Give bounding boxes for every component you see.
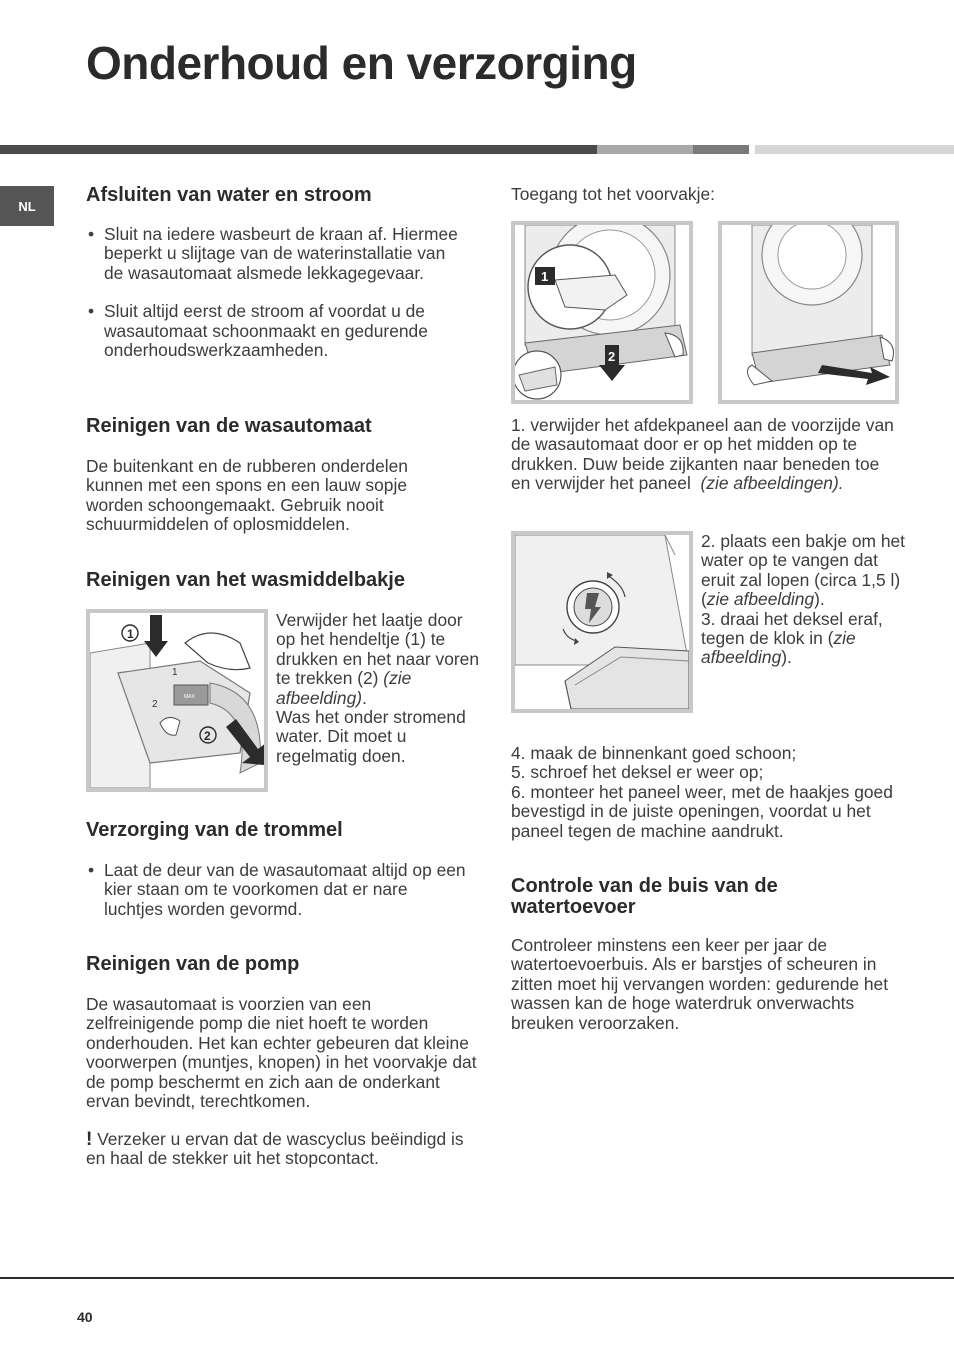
warning-text: Verzeker u ervan dat de wascyclus beëindigd is en haal de stekker uit het stopcontact. [86, 1129, 464, 1169]
clean-drawer-heading: Reinigen van het wasmiddelbakje [86, 569, 405, 591]
step-2-figure-reference: zie afbeelding [706, 589, 815, 610]
clean-pump-text: De wasautomaat is voorzien van een zelfreinigende pomp die niet hoeft te worden onderhouden. Het kan echter gebeuren dat kleine voorwerpen (muntjes, knopen) in het voorvakje dat de pomp beschermt en zich aan de onderkant ervan bevindt, terechtkomen. [86, 994, 477, 1112]
detergent-drawer-figure [86, 609, 268, 792]
clean-pump-heading: Reinigen van de pomp [86, 953, 300, 975]
front-compartment-access-label: Toegang tot het voorvakje: [511, 184, 715, 204]
clean-drawer-text [276, 611, 481, 766]
water-power-list [86, 225, 466, 360]
panel-step-2-number: 2 [608, 349, 616, 364]
compartment-1-label: 1 [172, 667, 178, 678]
remove-panel-illustration [515, 225, 689, 400]
water-power-heading: Afsluiten van water en stroom [86, 184, 372, 206]
pump-warning [86, 1130, 478, 1169]
page-title: Onderhoud en verzorging [86, 37, 637, 89]
list-item: • Sluit altijd eerst de stroom af voordat u de wasautomaat schoonmaakt en gedurende onderhoudswerkzaamheden. [86, 302, 466, 360]
panel-step-1-number: 1 [541, 269, 549, 284]
clean-machine-text: De buitenkant en de rubberen onderdelen kunnen met een spons en een lauw sopje worden schoongemaakt. Gebruik nooit schuurmiddelen of oplosmiddelen. [86, 456, 408, 535]
step-3-text-end: ). [781, 647, 792, 668]
language-tab: NL [0, 186, 54, 226]
remove-panel-instruction: 1. verwijder het afdekpaneel aan de voorzijde van de wasautomaat door er op het midden op te drukken. Duw beide zijkanten naar beneden toe en verwijder het paneel [511, 415, 894, 494]
list-item: • Sluit na iedere wasbeurt de kraan af. Hiermee beperkt u slijtage van de waterinstallatie van de wasautomaat alsmede lekkagegevaar. [86, 225, 466, 283]
step-1-text [511, 416, 903, 494]
step-2-3-text [701, 532, 906, 668]
footer-rule [0, 1277, 954, 1279]
step-4-text: 4. maak de binnenkant goed schoon; [511, 743, 797, 763]
list-item: • Laat de deur van de wasautomaat altijd op een kier staan om te voorkomen dat er nare luchtjes worden gevormd. [86, 861, 471, 919]
steps-4-6 [511, 744, 903, 841]
detergent-drawer-illustration [90, 613, 264, 788]
slide-panel-figure [718, 221, 899, 404]
step-3-figure-reference: zie afbeelding [701, 628, 856, 668]
step-3-text: 3. draai het deksel eraf, tegen de klok in ( [701, 608, 883, 649]
compartment-2-label: 2 [152, 699, 158, 710]
step-2-text: 2. plaats een bakje om het water op te vangen dat eruit zal lopen (circa 1,5 l) ( [701, 531, 905, 610]
drum-care-list [86, 861, 471, 919]
step-2-number: 2 [204, 729, 211, 743]
drawer-text-main: Verwijder het laatje door op het hendeltje (1) te drukken en het naar voren te trekken (2) [276, 610, 480, 689]
supply-hose-text: Controleer minstens een keer per jaar de watertoevoerbuis. Als er barstjes of scheuren in zitten moet hij vervangen worden: gedurende het wassen kan de hoge waterdruk onverwachts breuken veroorzaken. [511, 935, 889, 1033]
page-number: 40 [77, 1309, 93, 1325]
step-1-figure-reference: (zie afbeeldingen). [700, 473, 844, 494]
warning-mark: ! [86, 1129, 93, 1150]
remove-panel-figure [511, 221, 693, 404]
slide-panel-illustration [722, 225, 895, 400]
drawer-max-label: MAX [184, 694, 195, 700]
drum-care-heading: Verzorging van de trommel [86, 819, 343, 841]
step-5-text: 5. schroef het deksel er weer op; [511, 762, 764, 783]
supply-hose-heading: Controle van de buis van de watertoevoer [511, 875, 778, 918]
step-2-text-end: ). [814, 589, 825, 610]
step-1-number: 1 [127, 627, 134, 641]
step-6-text: 6. monteer het paneel weer, met de haakjes goed bevestigd in de juiste openingen, voordat u het paneel tegen de machine aandrukt. [511, 781, 893, 841]
drawer-wash-text: Was het onder stromend water. Dit moet u regelmatig doen. [276, 707, 466, 766]
drawer-figure-reference: (zie afbeelding) [276, 668, 412, 708]
pump-cover-illustration [515, 535, 689, 709]
clean-machine-heading: Reinigen van de wasautomaat [86, 415, 372, 437]
header-color-bar [0, 145, 954, 154]
pump-cover-figure [511, 531, 693, 713]
drawer-text-end: . [362, 687, 367, 708]
